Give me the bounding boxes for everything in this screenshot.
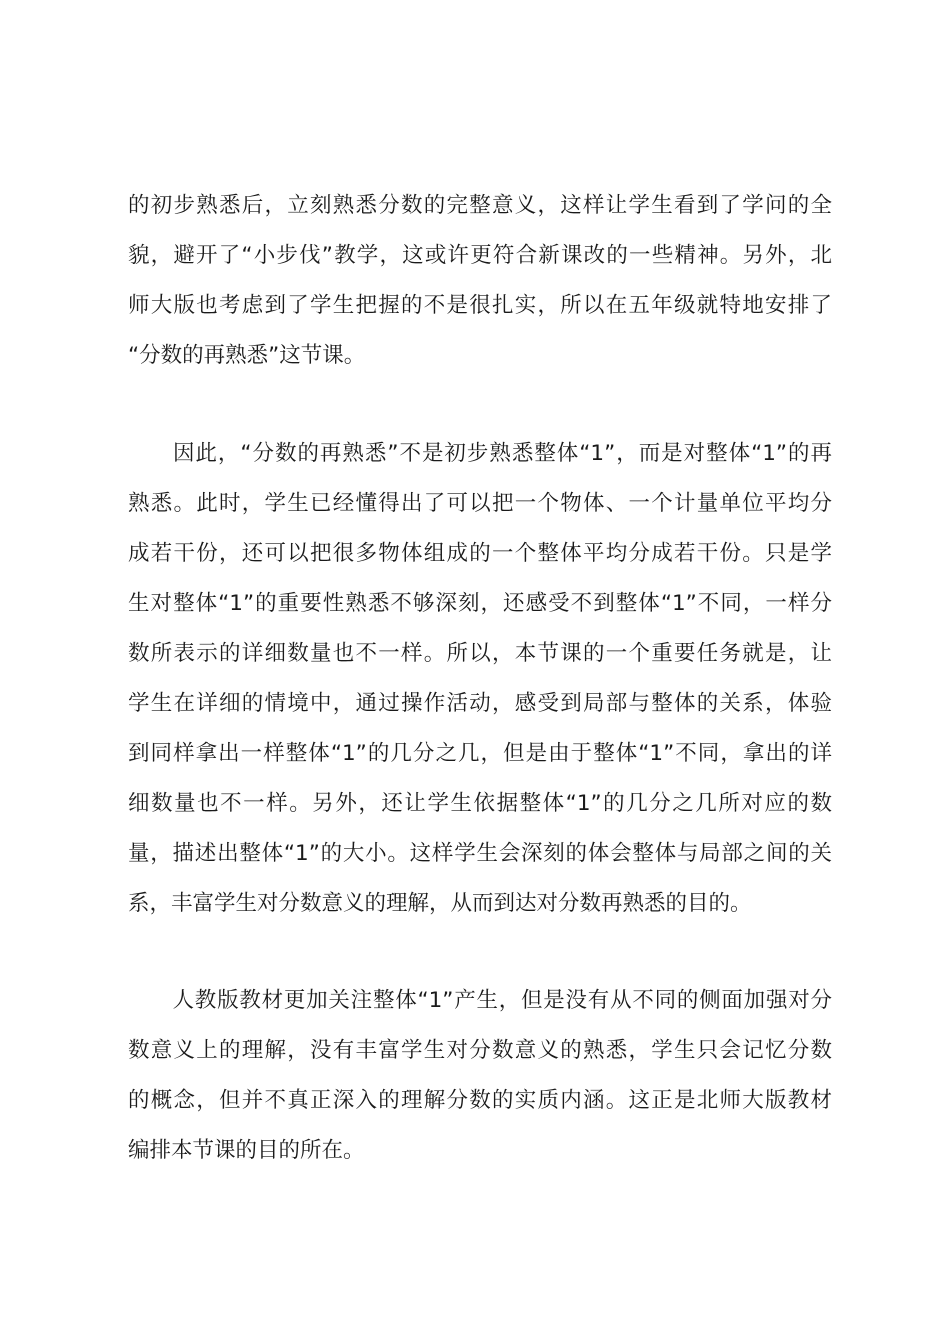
paragraph-line: 生对整体“1”的重要性熟悉不够深刻，还感受不到整体“1”不同，一样分 (128, 591, 832, 616)
paragraph-line: 熟悉。此时，学生已经懂得出了可以把一个物体、一个计量单位平均分 (128, 491, 832, 516)
paragraph-line: 貌，避开了“小步伐”教学，这或许更符合新课改的一些精神。另外，北 (128, 243, 832, 268)
paragraph-line: 师大版也考虑到了学生把握的不是很扎实，所以在五年级就特地安排了 (128, 293, 832, 318)
paragraph-3 (128, 976, 832, 1176)
paragraph-line: 系，丰富学生对分数意义的理解，从而到达对分数再熟悉的目的。 (128, 891, 752, 916)
paragraph-line: 学生在详细的情境中，通过操作活动，感受到局部与整体的关系，体验 (128, 691, 832, 716)
paragraph-line: 数意义上的理解，没有丰富学生对分数意义的熟悉，学生只会记忆分数 (128, 1038, 832, 1063)
paragraph-line: 人教版教材更加关注整体“1”产生，但是没有从不同的侧面加强对分 (128, 988, 832, 1013)
paragraph-line: 的概念，但并不真正深入的理解分数的实质内涵。这正是北师大版教材 (128, 1088, 832, 1113)
paragraph-line: 成若干份，还可以把很多物体组成的一个整体平均分成若干份。只是学 (128, 541, 832, 566)
paragraph-line: 编排本节课的目的所在。 (128, 1138, 365, 1163)
paragraph-line: 量，描述出整体“1”的大小。这样学生会深刻的体会整体与局部之间的关 (128, 841, 832, 866)
paragraph-line: 的初步熟悉后，立刻熟悉分数的完整意义，这样让学生看到了学问的全 (128, 193, 832, 218)
paragraph-line: 到同样拿出一样整体“1”的几分之几，但是由于整体“1”不同，拿出的详 (128, 741, 832, 766)
paragraph-line: 数所表示的详细数量也不一样。所以，本节课的一个重要任务就是，让 (128, 641, 832, 666)
paragraph-2 (128, 429, 832, 929)
paragraph-line: 细数量也不一样。另外，还让学生依据整体“1”的几分之几所对应的数 (128, 791, 832, 816)
paragraph-line: “分数的再熟悉”这节课。 (128, 343, 366, 368)
paragraph-line: 因此，“分数的再熟悉”不是初步熟悉整体“1”，而是对整体“1”的再 (128, 441, 832, 466)
paragraph-1 (128, 181, 832, 381)
